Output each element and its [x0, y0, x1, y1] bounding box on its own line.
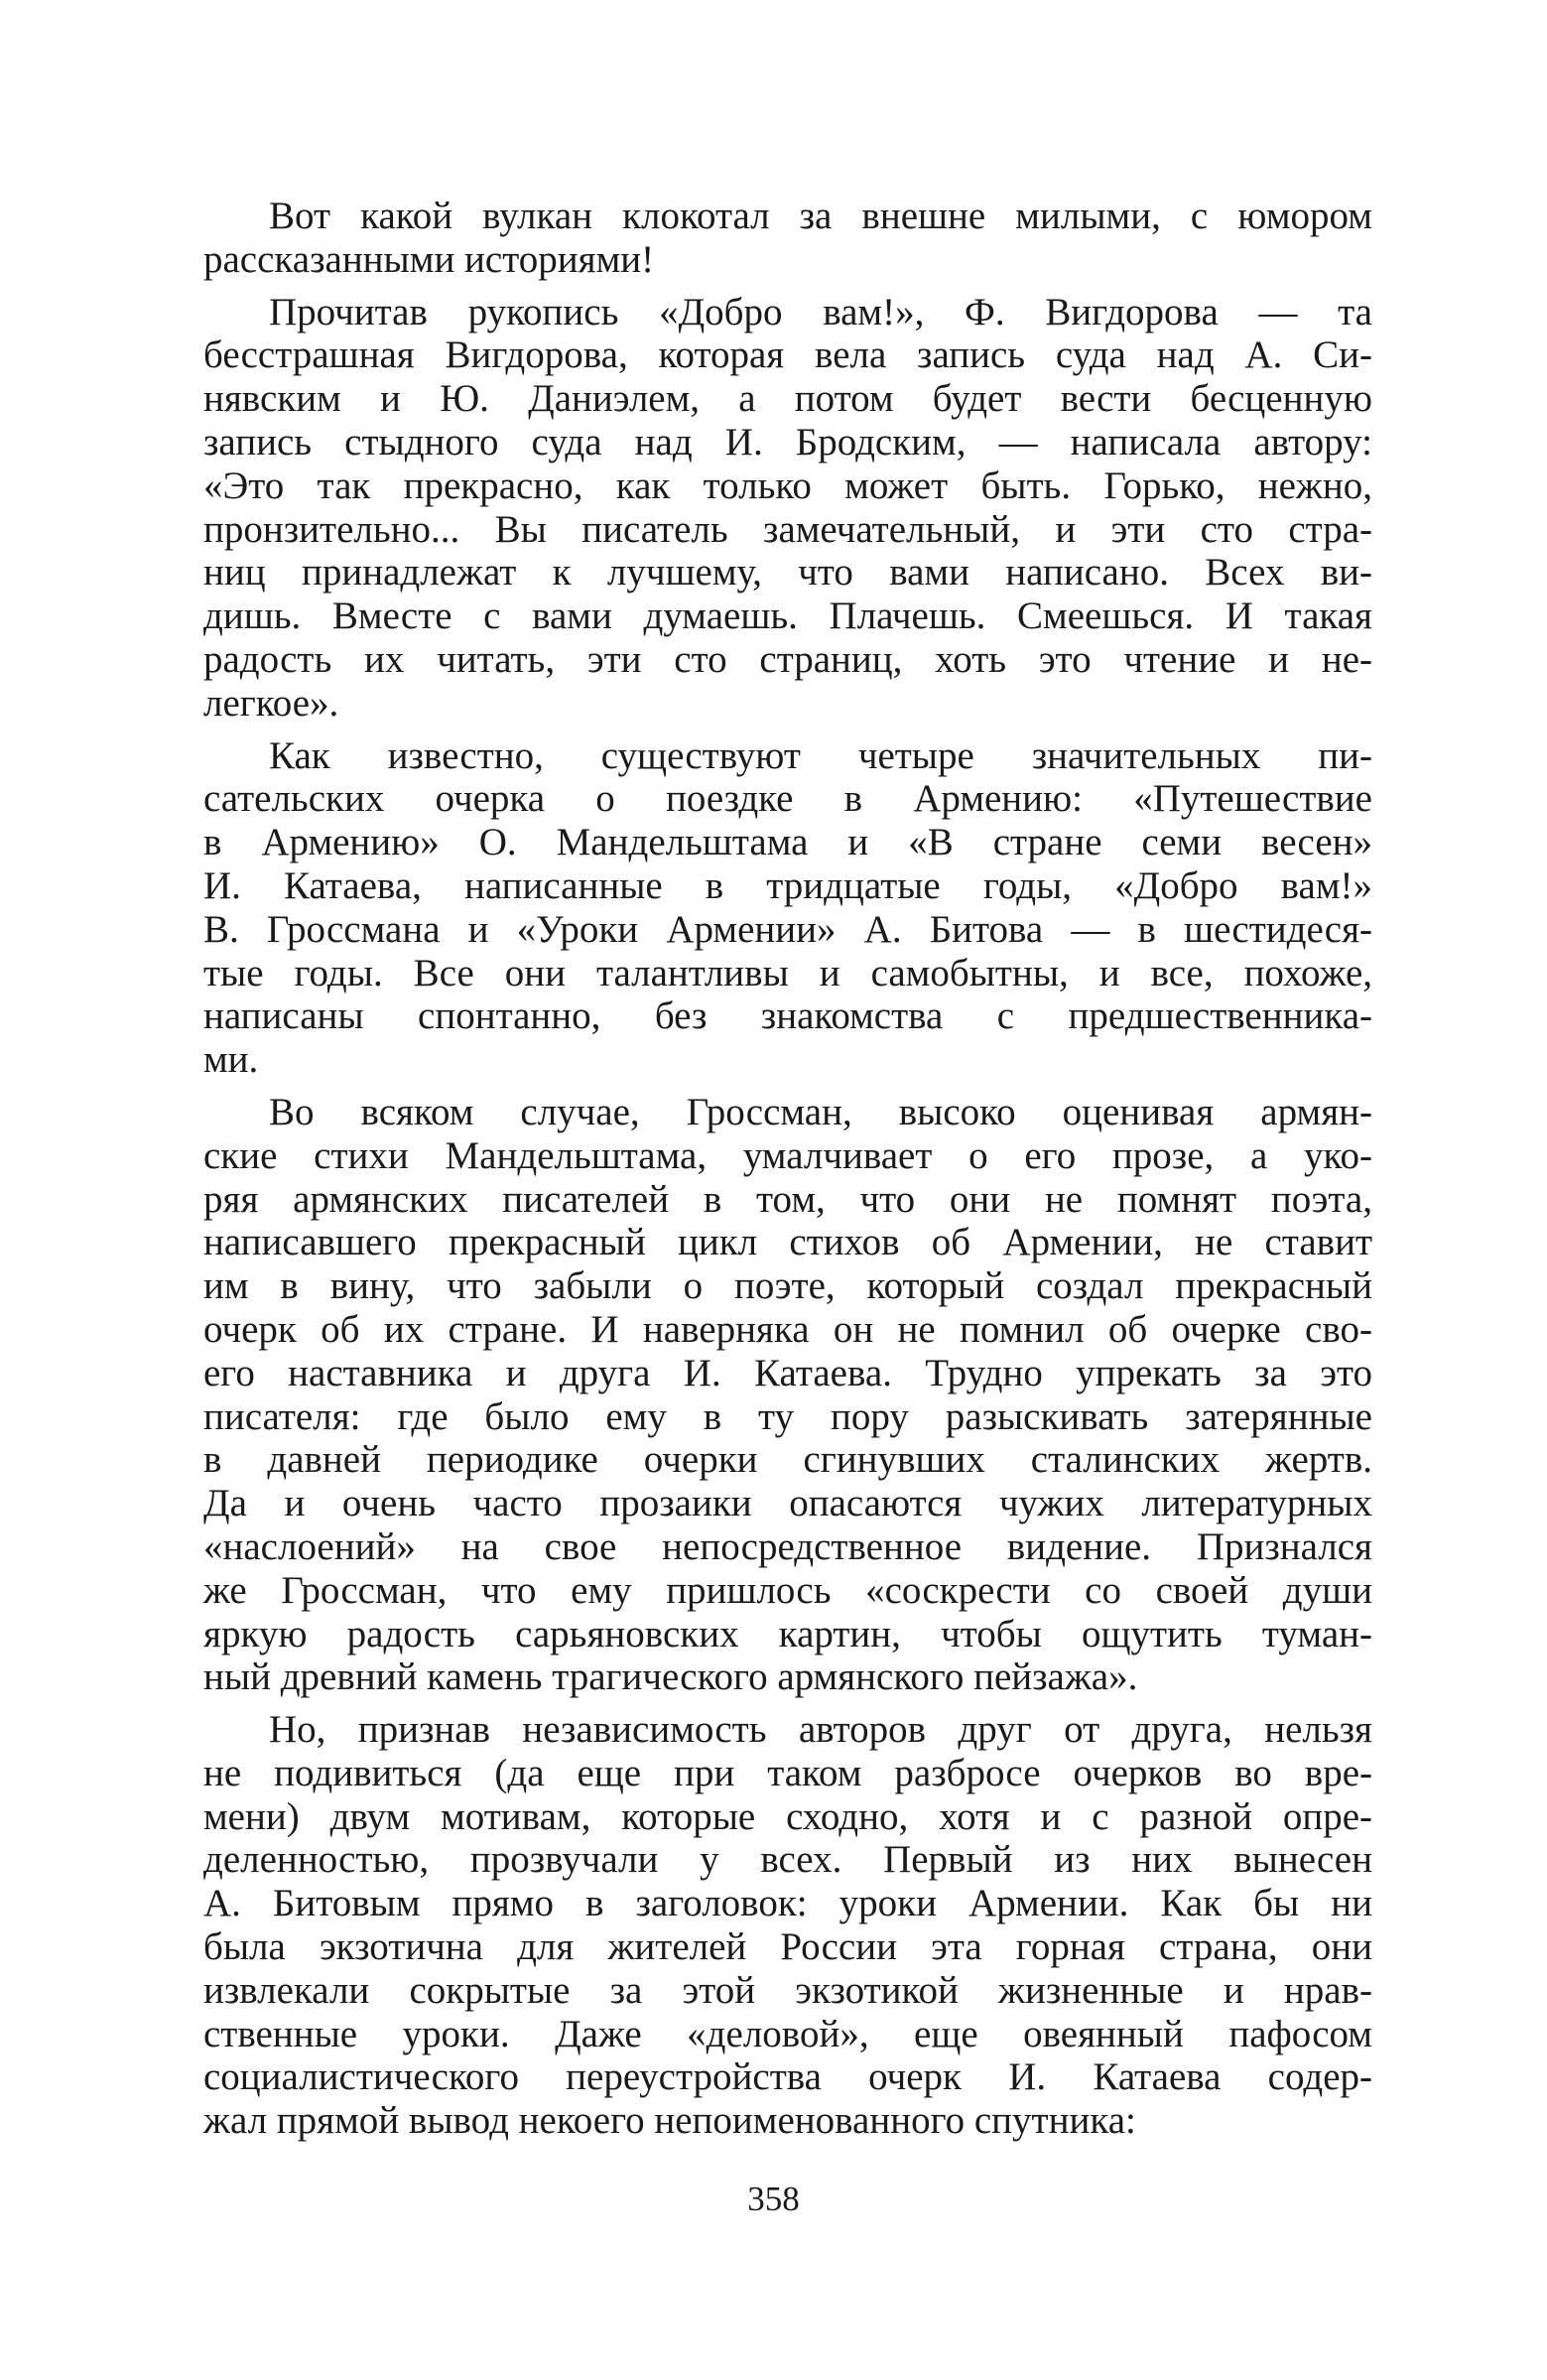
text-line: в давней периодике очерки сгинувших сталинских жертв. — [203, 1438, 1372, 1482]
paragraph — [203, 195, 1372, 282]
paragraph-gap — [203, 726, 1372, 734]
text-line: ряя армянских писателей в том, что они не помнят поэта, — [203, 1177, 1372, 1221]
text-line: писателя: где было ему в ту пору разыскивать затерянные — [203, 1394, 1372, 1438]
text-line: тые годы. Все они талантливы и самобытны, и все, похоже, — [203, 951, 1372, 994]
text-line: извлекали сокрытые за этой экзотикой жизненные и нрав- — [203, 1968, 1372, 2012]
text-line: бесстрашная Вигдорова, которая вела запись суда над А. Си- — [203, 333, 1372, 377]
text-line: была экзотична для жителей России эта горная страна, они — [203, 1925, 1372, 1969]
text-line: Да и очень часто прозаики опасаются чужих литературных — [203, 1482, 1372, 1525]
paragraph-gap — [203, 1082, 1372, 1091]
text-line: рассказанными историями! — [203, 237, 655, 281]
paragraph — [203, 734, 1372, 1082]
text-line: Как известно, существуют четыре значительных пи- — [269, 733, 1372, 777]
text-line: «Это так прекрасно, как только может быть. Горько, нежно, — [203, 463, 1372, 507]
text-line: в Армению» О. Мандельштама и «В стране семи весен» — [203, 821, 1372, 864]
text-line: его наставника и друга И. Катаева. Трудно упрекать за это — [203, 1351, 1372, 1394]
text-line: ный древний камень трагического армянского пейзажа». — [203, 1655, 1138, 1699]
text-line: очерк об их стране. И наверняка он не помнил об очерке сво- — [203, 1307, 1372, 1351]
text-line: Но, признав независимость авторов друг от друга, нельзя — [269, 1708, 1372, 1752]
text-line: яркую радость сарьяновских картин, чтобы ощутить туман- — [203, 1612, 1372, 1655]
paragraph — [203, 1708, 1372, 2143]
page-number: 358 — [747, 2180, 800, 2218]
body-text — [203, 195, 1372, 2143]
text-line: ские стихи Мандельштама, умалчивает о его прозе, а уко- — [203, 1133, 1372, 1177]
text-line: пронзительно... Вы писатель замечательный, и эти сто стра- — [203, 507, 1372, 551]
text-line: мени) двум мотивам, которые сходно, хотя и с разной опре- — [203, 1794, 1372, 1838]
text-line: радость их читать, эти сто страниц, хоть это чтение и не- — [203, 637, 1372, 681]
text-line: написаны спонтанно, без знакомства с предшественника- — [203, 994, 1372, 1038]
text-line: нявским и Ю. Даниэлем, а потом будет вести бесценную — [203, 377, 1372, 421]
text-line: И. Катаева, написанные в тридцатые годы, «Добро вам!» — [203, 863, 1372, 907]
text-line: «наслоений» на свое непосредственное видение. Признался — [203, 1524, 1372, 1568]
text-line: социалистического переустройства очерк И. Катаева содер- — [203, 2055, 1372, 2099]
text-line: В. Гроссмана и «Уроки Армении» А. Битова — в шестидеся- — [203, 907, 1372, 951]
paragraph-gap — [203, 282, 1372, 291]
text-line: жал прямой вывод некоего непоименованного спутника: — [203, 2099, 1136, 2143]
text-line: деленностью, прозвучали у всех. Первый из них вынесен — [203, 1838, 1372, 1882]
text-line: написавшего прекрасный цикл стихов об Армении, не ставит — [203, 1221, 1372, 1264]
text-line: ми. — [203, 1038, 259, 1082]
text-line: А. Битовым прямо в заголовок: уроки Армении. Как бы ни — [203, 1882, 1372, 1925]
text-line: ственные уроки. Даже «деловой», еще овеянный пафосом — [203, 2012, 1372, 2055]
text-line: Во всяком случае, Гроссман, высоко оценивая армян- — [269, 1090, 1372, 1133]
text-line: дишь. Вместе с вами думаешь. Плачешь. Смеешься. И такая — [203, 595, 1372, 638]
text-line: Вот какой вулкан клокотал за внешне милыми, с юмором — [269, 195, 1372, 237]
text-line: легкое». — [203, 681, 339, 725]
text-line: сательских очерка о поездке в Армению: «Путешествие — [203, 777, 1372, 821]
paragraph-gap — [203, 1699, 1372, 1708]
text-line: им в вину, что забыли о поэте, который создал прекрасный — [203, 1264, 1372, 1308]
text-line: запись стыдного суда над И. Бродским, — написала автору: — [203, 420, 1372, 463]
paragraph — [203, 1091, 1372, 1699]
text-line: же Гроссман, что ему пришлось «соскрести со своей души — [203, 1568, 1372, 1612]
text-line: ниц принадлежат к лучшему, что вами написано. Всех ви- — [203, 551, 1372, 595]
text-line: Прочитав рукопись «Добро вам!», Ф. Вигдорова — та — [269, 290, 1372, 333]
text-line: не подивиться (да еще при таком разбросе очерков во вре- — [203, 1751, 1372, 1794]
paragraph — [203, 291, 1372, 726]
